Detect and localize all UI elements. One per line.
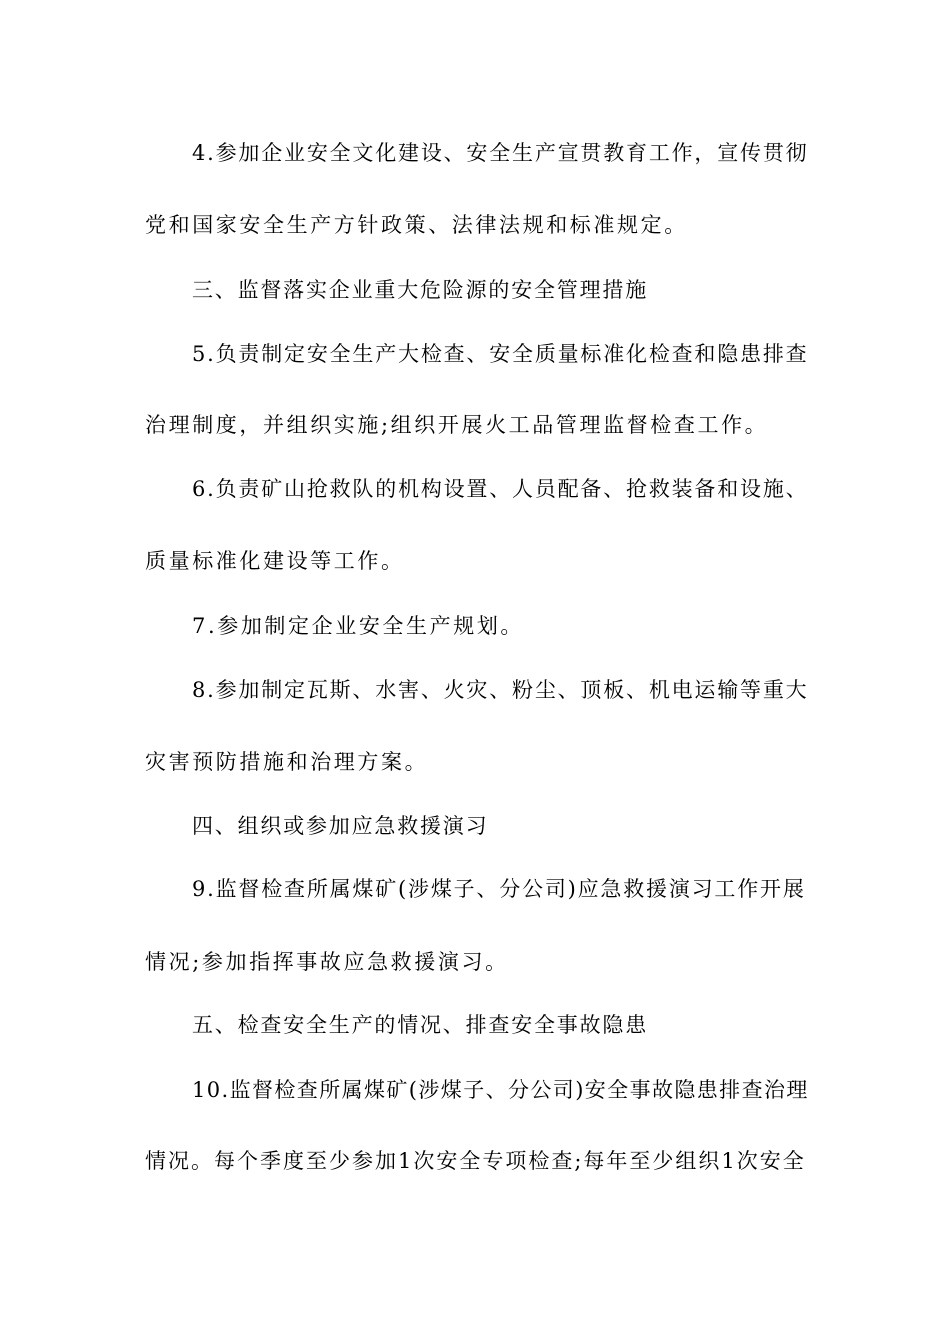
paragraph-line: 情况;参加指挥事故应急救援演习。 (145, 950, 509, 974)
paragraph-line: 情况。每个季度至少参加1次安全专项检查;每年至少组织1次安全 (145, 1149, 806, 1173)
paragraph-line: 治理制度，并组织实施;组织开展火工品管理监督检查工作。 (145, 413, 769, 437)
paragraph-line: 6.负责矿山抢救队的机构设置、人员配备、抢救装备和设施、 (192, 477, 809, 501)
paragraph-line: 10.监督检查所属煤矿(涉煤子、分公司)安全事故隐患排查治理 (192, 1078, 809, 1102)
paragraph-line: 9.监督检查所属煤矿(涉煤子、分公司)应急救援演习工作开展 (192, 877, 806, 901)
paragraph-line: 质量标准化建设等工作。 (145, 549, 405, 573)
section-heading: 五、检查安全生产的情况、排查安全事故隐患 (192, 1013, 648, 1037)
paragraph-line: 党和国家安全生产方针政策、法律法规和标准规定。 (145, 213, 688, 237)
paragraph-line: 灾害预防措施和治理方案。 (145, 750, 429, 774)
paragraph-line: 7.参加制定企业安全生产规划。 (192, 614, 525, 638)
paragraph-line: 8.参加制定瓦斯、水害、火灾、粉尘、顶板、机电运输等重大 (192, 678, 809, 702)
paragraph-line: 4.参加企业安全文化建设、安全生产宣贯教育工作，宣传贯彻 (192, 141, 809, 165)
section-heading: 四、组织或参加应急救援演习 (192, 814, 489, 838)
paragraph-line: 5.负责制定安全生产大检查、安全质量标准化检查和隐患排查 (192, 342, 809, 366)
section-heading: 三、监督落实企业重大危险源的安全管理措施 (192, 278, 648, 302)
